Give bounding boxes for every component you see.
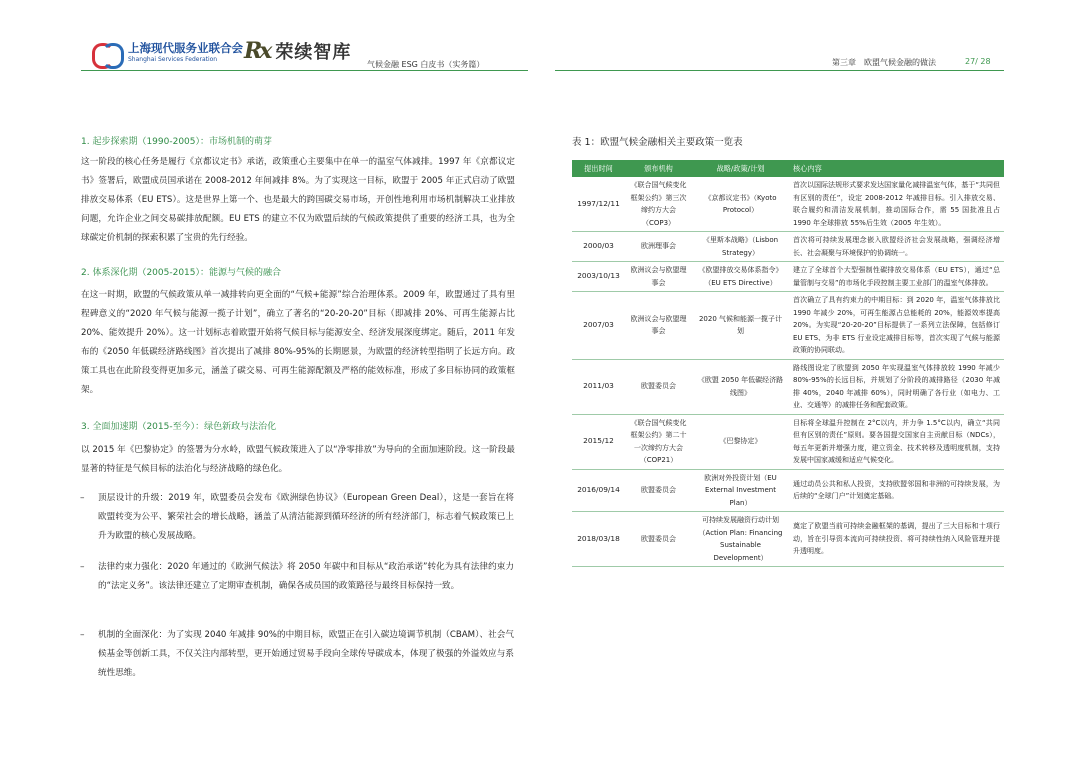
cell-date: 2003/10/13 <box>572 262 625 292</box>
bullet-item <box>80 626 514 683</box>
cell-policy: 《欧盟 2050 年低碳经济路线图》 <box>692 359 789 414</box>
cell-content: 奠定了欧盟当前可持续金融框架的基调，提出了三大目标和十项行动，旨在引导资本流向可持续投资、将可持续性纳入风险管理并提升透明度。 <box>789 512 1004 567</box>
cell-date: 2011/03 <box>572 359 625 414</box>
table-row <box>572 292 1004 360</box>
cell-date: 2000/03 <box>572 232 625 262</box>
cell-content: 首次以国际法规形式要求发达国家量化减排温室气体，基于“共同但有区别的责任”，设定 2008-2012 年减排目标。引入排放交易、联合履约和清洁发展机制，推动国际合作，需 55 国批准且占 1990 年全球排放 55%后生效（2005 年生效）。 <box>789 177 1004 232</box>
section-heading: 1. 起步探索期（1990-2005）：市场机制的萌芽 <box>81 137 273 147</box>
page-number: 27/ 28 <box>965 57 991 66</box>
section-heading: 2. 体系深化期（2005-2015）：能源与气候的融合 <box>81 268 282 278</box>
header-rule-right <box>555 70 1004 71</box>
policy-table <box>572 160 1004 567</box>
cell-policy: 欧洲对外投资计划（EU External Investment Plan） <box>692 469 789 512</box>
cell-org: 欧洲理事会 <box>625 232 692 262</box>
cell-content: 目标将全球温升控制在 2°C以内，并力争 1.5°C以内，确立“共同但有区别的责任”原则。要各国提交国家自主贡献目标（NDCs），每五年更新并增强力度，建立资金、技术转移及透明度机制，支持发展中国家减缓和适应气候变化。 <box>789 414 1004 469</box>
cell-org: 《联合国气候变化框架公约》第二十一次缔约方大会（COP21） <box>625 414 692 469</box>
cell-org: 欧盟委员会 <box>625 469 692 512</box>
chapter-title: 第三章 欧盟气候金融的做法 <box>832 58 936 67</box>
cell-date: 1997/12/11 <box>572 177 625 232</box>
page-header <box>0 0 1080 72</box>
header-policy: 战略/政策/计划 <box>692 160 789 177</box>
cell-policy: 《巴黎协定》 <box>692 414 789 469</box>
bullet-text: 顶层设计的升级：2019 年，欧盟委员会发布《欧洲绿色协议》（European Green Deal），这是一套旨在将欧盟转变为公平、繁荣社会的增长战略，涵盖了从清洁能源到循环经济的所有经济部门，标志着气候政策已上升为欧盟的核心发展战略。 <box>98 493 514 541</box>
cell-org: 《联合国气候变化框架公约》第三次缔约方大会（COP3） <box>625 177 692 232</box>
bullet-dash: – <box>80 630 85 640</box>
cell-date: 2016/09/14 <box>572 469 625 512</box>
doc-title: 气候金融 ESG 白皮书（实务篇） <box>367 60 485 69</box>
table-row <box>572 469 1004 512</box>
bullet-item <box>80 489 514 546</box>
cell-org: 欧盟委员会 <box>625 512 692 567</box>
cell-policy: 2020 气候和能源一揽子计划 <box>692 292 789 360</box>
table-row <box>572 262 1004 292</box>
brand-name: 荣续智库 <box>275 42 352 63</box>
bullet-dash: – <box>80 493 85 503</box>
bullet-dash: – <box>80 562 85 572</box>
cell-date: 2018/03/18 <box>572 512 625 567</box>
header-rule-left <box>81 70 528 71</box>
cell-policy: 《京都议定书》（Kyoto Protocol） <box>692 177 789 232</box>
table-row <box>572 359 1004 414</box>
org-logo <box>92 40 243 66</box>
cell-org: 欧洲议会与欧盟理事会 <box>625 262 692 292</box>
org-name-en: Shanghai Services Federation <box>128 55 218 63</box>
section-paragraph: 在这一时期，欧盟的气候政策从单一减排转向更全面的“气候+能源”综合治理体系。2009 年，欧盟通过了具有里程碑意义的“2020 年气候与能源一揽子计划”，确立了著名的“20-20-20”目标（即减排 20%、可再生能源占比 20%、能效提升 20%）。这一计划标志着欧盟开始将气候目标与能源安全、经济发展深度绑定。随后，2011 年发布的《2050 年低碳经济路线图》首次提出了减排 80%-95%的长期愿景，为欧盟的经济转型指明了长远方向。政策工具也在此阶段变得更加多元，涵盖了碳交易、可再生能源配额及严格的能效标准，形成了多目标协同的政策框架。 <box>81 290 515 395</box>
section-heading: 3. 全面加速期（2015-至今）：绿色新政与法治化 <box>81 422 277 432</box>
section-paragraph: 以 2015 年《巴黎协定》的签署为分水岭，欧盟气候政策进入了以“净零排放”为导向的全面加速阶段。这一阶段最显著的特征是气候目标的法治化与经济战略的绿色化。 <box>81 445 515 474</box>
cell-org: 欧盟委员会 <box>625 359 692 414</box>
cell-policy: 可持续发展融资行动计划（Action Plan: Financing Sustainable Development） <box>692 512 789 567</box>
brand-mark: Rx <box>244 38 270 64</box>
table-row <box>572 414 1004 469</box>
cell-content: 路线图设定了欧盟到 2050 年实现温室气体排放较 1990 年减少 80%-95%的长远目标，并规划了分阶段的减排路径（2030 年减排 40%，2040 年减排 60%），同时明确了各行业（如电力、工业、交通等）的减排任务和配套政策。 <box>789 359 1004 414</box>
header-content: 核心内容 <box>789 160 1004 177</box>
org-logo-icon <box>92 40 122 66</box>
bullet-text: 法律约束力强化：2020 年通过的《欧洲气候法》将 2050 年碳中和目标从“政治承诺”转化为具有法律约束力的“法定义务”。该法律还建立了定期审查机制，确保各成员国的政策路径与最终目标保持一致。 <box>98 562 514 591</box>
table-caption: 表 1：欧盟气候金融相关主要政策一览表 <box>572 137 743 148</box>
table-row <box>572 232 1004 262</box>
cell-content: 通过动员公共和私人投资，支持欧盟邻国和非洲的可持续发展，为后续的“全球门户”计划奠定基础。 <box>789 469 1004 512</box>
org-name-cn: 上海现代服务业联合会 <box>128 41 243 56</box>
cell-policy: 《欧盟排放交易体系指令》（EU ETS Directive） <box>692 262 789 292</box>
bullet-item <box>80 558 514 596</box>
table-header-row <box>572 160 1004 177</box>
cell-content: 首次将可持续发展理念嵌入欧盟经济社会发展战略，强调经济增长、社会凝聚与环境保护的协调统一。 <box>789 232 1004 262</box>
table-row <box>572 512 1004 567</box>
brand-logo <box>244 38 351 64</box>
table-row <box>572 177 1004 232</box>
header-org: 颁布机构 <box>625 160 692 177</box>
cell-date: 2015/12 <box>572 414 625 469</box>
cell-content: 建立了全球首个大型强制性碳排放交易体系（EU ETS），通过“总量管制与交易”的市场化手段控制主要工业部门的温室气体排放。 <box>789 262 1004 292</box>
cell-org: 欧洲议会与欧盟理事会 <box>625 292 692 360</box>
cell-policy: 《里斯本战略》（Lisbon Strategy） <box>692 232 789 262</box>
section-paragraph: 这一阶段的核心任务是履行《京都议定书》承诺，政策重心主要集中在单一的温室气体减排。1997 年《京都议定书》签署后，欧盟成员国承诺在 2008-2012 年间减排 8%。为了实现这一目标，欧盟于 2005 年正式启动了欧盟排放交易体系（EU ETS）。这是世界上第一个、也是最大的跨国碳交易市场，开创性地利用市场机制解决工业排放问题，允许企业之间交易碳排放配额。EU ETS 的建立不仅为欧盟后续的气候政策提供了重要的经济工具，也为全球碳定价机制的探索积累了宝贵的先行经验。 <box>81 157 515 243</box>
cell-content: 首次确立了具有约束力的中期目标：到 2020 年，温室气体排放比 1990 年减少 20%，可再生能源占总能耗的 20%，能源效率提高 20%。为实现“20-20-20”目标提供了一系列立法保障，包括修订 EU ETS、为非 ETS 行业设定减排目标等，首次实现了气候与能源政策的协同联动。 <box>789 292 1004 360</box>
bullet-text: 机制的全面深化：为了实现 2040 年减排 90%的中期目标，欧盟正在引入碳边境调节机制（CBAM）、社会气候基金等创新工具，不仅关注内部转型，更开始通过贸易手段向全球传导碳成本，体现了极强的外溢效应与系统性思维。 <box>98 630 514 678</box>
header-date: 提出时间 <box>572 160 625 177</box>
cell-date: 2007/03 <box>572 292 625 360</box>
